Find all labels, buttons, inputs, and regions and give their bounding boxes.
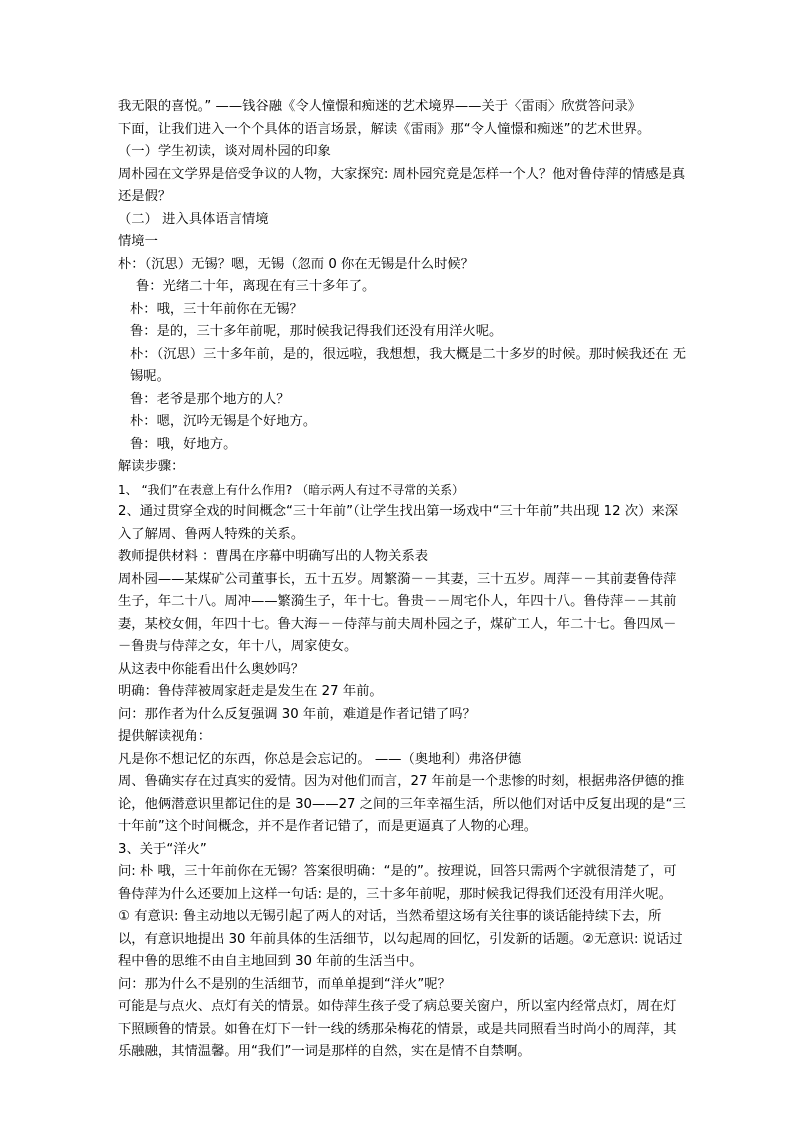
analysis-paragraph: 可能是与点火、点灯有关的情景。如侍萍生孩子受了病总要关窗户，所以室内经常点灯，周在灯下照顾鲁的情景。如鲁在灯下一针一线的绣那朵梅花的情景，或是共同照看当时尚小的周萍，其乐融融，其情温馨。用“我们”一词是那样的自然，实在是情不自禁啊。 — [118, 999, 677, 1059]
answer-text: 明确：鲁侍萍被周家赶走是发生在 27 年前。 — [118, 684, 383, 699]
step-1: 1、 “我们”在表意上有什么作用? （暗示两人有过不寻常的关系） — [118, 482, 465, 497]
character-table: 周朴园——某煤矿公司董事长，五十五岁。周繁漪－－其妻，三十五岁。周萍－－其前妻鲁侍萍生子，年二十八。周冲——繁漪生子，年十七。鲁贵－－周宅仆人，年四十八。鲁侍萍－－其前妻，某校女佣，年四十七。鲁大海－－侍萍与前夫周朴园之子，煤矿工人，年二十七。鲁四凤－－鲁贵与侍萍之女，年十八，周家使女。 — [118, 571, 677, 654]
section-heading-1: （一）学生初读，谈对周朴园的印象 — [118, 144, 331, 159]
question-text: 问: 朴 哦，三十年前你在无锡？答案很明确：“是的”。按理说，回答只需两个字就很清楚了，可鲁侍萍为什么还要加上这样一句话: 是的，三十多年前呢，那时候我记得我们还没有用洋火呢。 — [118, 864, 677, 902]
section-1-text: 周朴园在文学界是倍受争议的人物，大家探究: 周朴园究竟是怎样一个人？他对鲁侍萍的情感是真还是假？ — [118, 166, 686, 204]
intro-paragraph: 下面，让我们进入一个个具体的语言场景，解读《雷雨》那“令人憧憬和痴迷”的艺术世界。 — [118, 121, 651, 137]
dialogue-line: 朴：（沉思）三十多年前，是的，很远啦，我想想，我大概是二十多岁的时候。那时候我还在 无锡呢。 — [130, 346, 687, 384]
document-body — [118, 96, 688, 1064]
analysis-paragraph: 周、鲁确实存在过真实的爱情。因为对他们而言，27 年前是一个悲惨的时刻，根据弗洛伊德的推论，他俩潜意识里都记住的是 30——27 之间的三年幸福生活，所以他们对话中反复出现的是“三十年前”这个时间概念，并不是作者记错了，而是更逼真了人物的心理。 — [118, 774, 686, 834]
dialogue-line: 朴：（沉思）无锡？嗯，无锡（忽而 0 你在无锡是什么时候？ — [118, 256, 474, 272]
analysis-paragraph: ① 有意识: 鲁主动地以无锡引起了两人的对话，当然希望这场有关往事的谈话能持续下去，所以，有意识地提出 30 年前具体的生活细节，以勾起周的回忆，引发新的话题。②无意识: 说话过程中鲁的思维不由自主地回到 30 年前的生活当中。 — [118, 909, 683, 969]
perspective-heading: 提供解读视角： — [118, 729, 212, 744]
scene-title: 情境一 — [118, 234, 158, 249]
step-2: 2、通过贯穿全戏的时间概念“三十年前”（让学生找出第一场戏中“三十年前”共出现 12 次）来深入了解周、鲁两人特殊的关系。 — [118, 504, 679, 542]
analysis-heading: 解读步骤： — [118, 459, 185, 474]
dialogue-line: 朴：嗯，沉吟无锡是个好地方。 — [130, 414, 317, 429]
dialogue-line: 鲁：光绪二十年，离现在有三十多年了。 — [136, 279, 376, 294]
freud-quote: 凡是你不想记忆的东西，你总是会忘记的。 ——（奥地利）弗洛伊德 — [118, 751, 522, 767]
dialogue-line: 鲁：是的，三十多年前呢，那时候我记得我们还没有用洋火呢。 — [130, 324, 503, 339]
question-text: 从这表中你能看出什么奥妙吗？ — [118, 661, 305, 677]
dialogue-line: 鲁：老爷是那个地方的人？ — [130, 391, 290, 407]
dialogue-line: 朴：哦，三十年前你在无锡？ — [130, 301, 303, 317]
quote-attribution: 我无限的喜悦。” ——钱谷融《令人憧憬和痴迷的艺术境界——关于〈雷雨〉欣赏答问录》 — [118, 99, 642, 114]
dialogue-line: 鲁：哦，好地方。 — [130, 436, 237, 452]
question-text: 问：那作者为什么反复强调 30 年前，难道是作者记错了吗？ — [118, 706, 476, 722]
step-3: 3、关于“洋火” — [118, 841, 207, 857]
question-text: 问：那为什么不是别的生活细节，而单单提到“洋火”呢？ — [118, 976, 451, 992]
material-heading: 教师提供材料 ：曹禺在序幕中明确写出的人物关系表 — [118, 549, 429, 564]
section-heading-2: （二） 进入具体语言情境 — [118, 211, 269, 227]
